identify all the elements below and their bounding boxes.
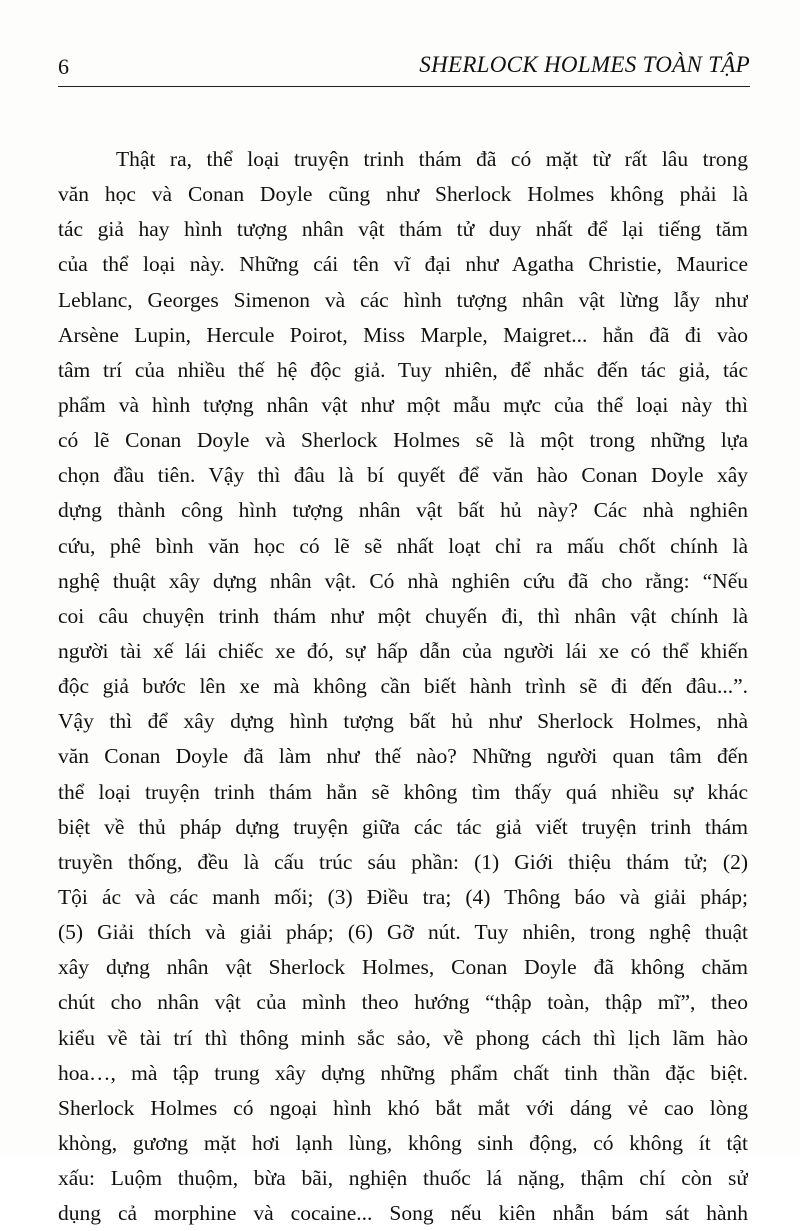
text-line: kiểu về tài trí thì thông minh sắc sảo, về phong cách thì lịch lãm hào — [58, 1025, 748, 1050]
page-number: 6 — [58, 54, 69, 79]
text-line: người tài xế lái chiếc xe đó, sự hấp dẫn của người lái xe có thể khiến — [58, 638, 748, 663]
text-line: độc giả bước lên xe mà không cần biết hành trình sẽ đi đến đâu...”. — [58, 674, 748, 699]
text-line: tác giả hay hình tượng nhân vật thám tử duy nhất để lại tiếng tăm — [58, 217, 748, 242]
text-line: nghệ thuật xây dựng nhân vật. Có nhà nghiên cứu đã cho rằng: “Nếu — [58, 568, 748, 593]
text-line: Sherlock Holmes có ngoại hình khó bắt mắt với dáng vẻ cao lòng — [58, 1095, 748, 1120]
text-line: chút cho nhân vật của mình theo hướng “thập toàn, thập mĩ”, theo — [58, 990, 748, 1015]
text-line: (5) Giải thích và giải pháp; (6) Gỡ nút. Tuy nhiên, trong nghệ thuật — [58, 920, 748, 945]
text-line: khòng, gương mặt hơi lạnh lùng, không sinh động, có không ít tật — [58, 1130, 748, 1155]
text-line: văn học và Conan Doyle cũng như Sherlock Holmes không phải là — [58, 182, 748, 207]
text-line: hoa…, mà tập trung xây dựng những phẩm chất tinh thần đặc biệt. — [58, 1060, 748, 1085]
text-line: dụng cả morphine và cocaine... Song nếu kiên nhẫn bám sát hành — [58, 1201, 748, 1226]
text-line: Leblanc, Georges Simenon và các hình tượng nhân vật lừng lẫy như — [58, 287, 748, 312]
text-line: xấu: Luộm thuộm, bừa bãi, nghiện thuốc lá nặng, thậm chí còn sử — [58, 1166, 748, 1191]
text-line: dựng thành công hình tượng nhân vật bất hủ này? Các nhà nghiên — [58, 498, 748, 523]
text-line: văn Conan Doyle đã làm như thế nào? Những người quan tâm đến — [58, 744, 748, 769]
text-line: có lẽ Conan Doyle và Sherlock Holmes sẽ là một trong những lựa — [58, 428, 748, 453]
text-line: xây dựng nhân vật Sherlock Holmes, Conan Doyle đã không chăm — [58, 955, 748, 980]
text-line: phẩm và hình tượng nhân vật như một mẫu mực của thể loại này thì — [58, 392, 748, 417]
body-paragraph — [58, 142, 748, 1231]
text-line: tâm trí của nhiều thế hệ độc giả. Tuy nhiên, để nhắc đến tác giả, tác — [58, 357, 748, 382]
text-line: Tội ác và các manh mối; (3) Điều tra; (4) Thông báo và giải pháp; — [58, 884, 748, 909]
text-line: Vậy thì để xây dựng hình tượng bất hủ như Sherlock Holmes, nhà — [58, 709, 748, 734]
text-line: Thật ra, thể loại truyện trinh thám đã có mặt từ rất lâu trong — [116, 147, 748, 171]
text-line: biệt về thủ pháp dựng truyện giữa các tác giả viết truyện trinh thám — [58, 814, 748, 839]
book-title-header: SHERLOCK HOLMES TOÀN TẬP — [419, 52, 750, 77]
text-line: truyền thống, đều là cấu trúc sáu phần: (1) Giới thiệu thám tử; (2) — [58, 849, 748, 874]
text-line: coi câu chuyện trinh thám như một chuyến đi, thì nhân vật chính là — [58, 603, 748, 628]
running-header — [58, 46, 750, 87]
text-line: chọn đầu tiên. Vậy thì đâu là bí quyết để văn hào Conan Doyle xây — [58, 463, 748, 488]
text-line: của thể loại này. Những cái tên vĩ đại như Agatha Christie, Maurice — [58, 252, 748, 277]
text-line: Arsène Lupin, Hercule Poirot, Miss Marple, Maigret... hẳn đã đi vào — [58, 322, 748, 347]
text-line: cứu, phê bình văn học có lẽ sẽ nhất loạt chỉ ra mấu chốt chính là — [58, 533, 748, 558]
text-line: thể loại truyện trinh thám hẳn sẽ không tìm thấy quá nhiều sự khác — [58, 779, 748, 804]
